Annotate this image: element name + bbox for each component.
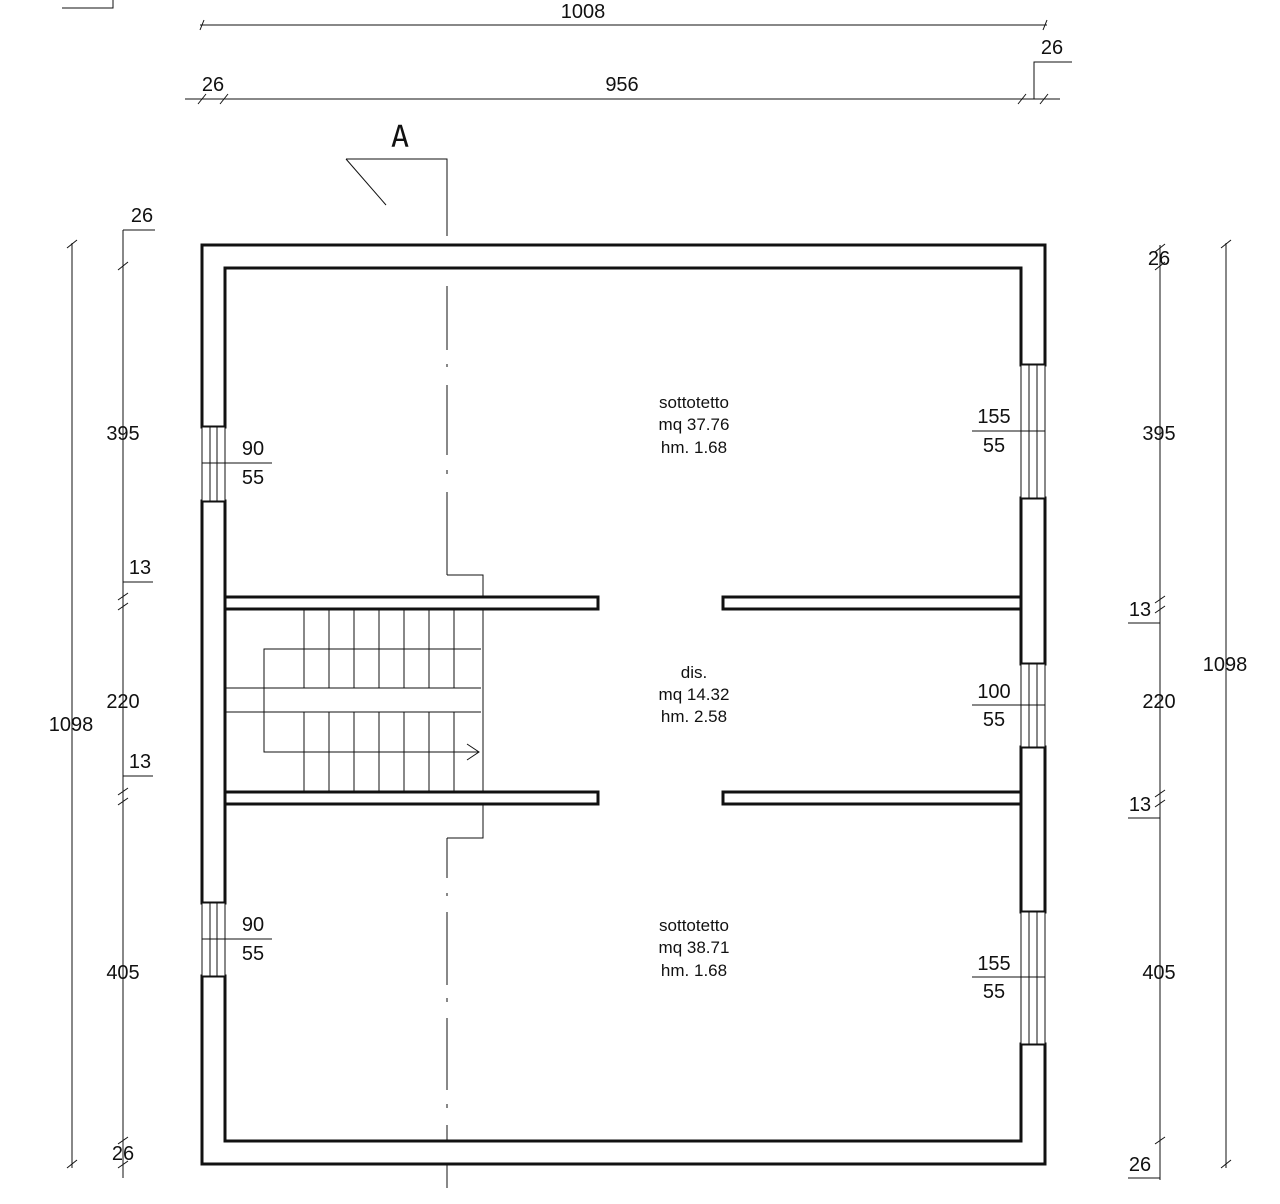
right-wall-pier-upper (1021, 498, 1045, 664)
window-right-lower-width: 155 (977, 953, 1011, 975)
top-left-wall-dimension: 26 (201, 74, 225, 96)
top-total-dimension: 1008 (560, 1, 606, 23)
room-height: hm. 1.68 (660, 438, 728, 457)
partition-upper-right (723, 597, 1021, 609)
left-wall-bottom-dimension: 26 (111, 1143, 135, 1165)
right-partition-upper-dimension: 13 (1128, 599, 1152, 621)
left-room-top-dimension: 395 (106, 423, 140, 445)
bottom-wall (202, 976, 1045, 1164)
room-label-upper (659, 393, 730, 457)
room-name: sottotetto (659, 393, 729, 412)
section-line-a (346, 159, 483, 1188)
staircase (225, 609, 481, 792)
top-inner-dimension: 956 (605, 74, 639, 96)
window-right-lower (1021, 912, 1045, 1044)
right-total-dimension: 1098 (1202, 654, 1248, 676)
right-wall-bottom-dimension: 26 (1128, 1154, 1152, 1176)
window-left-upper-sill: 55 (241, 467, 265, 489)
window-left-upper (202, 427, 225, 501)
left-room-bottom-dimension: 405 (106, 962, 140, 984)
partition-upper-left (225, 597, 598, 609)
partition-lower-left (225, 792, 598, 804)
section-a-label: A (390, 120, 410, 155)
left-corridor-dimension: 220 (106, 691, 140, 713)
right-room-bottom-dimension: 405 (1142, 962, 1176, 984)
right-corridor-dimension: 220 (1142, 691, 1176, 713)
room-area: mq 37.76 (658, 415, 730, 434)
right-partition-lower-dimension: 13 (1128, 794, 1152, 816)
right-wall-top-dimension: 26 (1147, 248, 1171, 270)
room-area: mq 14.32 (658, 685, 730, 704)
top-wall (202, 245, 1045, 427)
room-height: hm. 1.68 (660, 961, 728, 980)
window-left-lower-width: 90 (241, 914, 265, 936)
left-wall-top-dimension: 26 (130, 205, 154, 227)
window-right-lower-sill: 55 (982, 981, 1006, 1003)
partition-lower-right (723, 792, 1021, 804)
right-wall-pier-lower (1021, 747, 1045, 912)
room-area: mq 38.71 (658, 938, 730, 957)
window-right-upper-width: 155 (977, 406, 1011, 428)
left-partition-lower-dimension: 13 (128, 751, 152, 773)
window-right-middle-sill: 55 (982, 709, 1006, 731)
room-label-lower (659, 916, 730, 980)
left-total-dimension: 1098 (48, 714, 94, 736)
window-left-upper-width: 90 (241, 438, 265, 460)
room-label-corridor (659, 663, 730, 726)
window-left-lower-sill: 55 (241, 943, 265, 965)
room-name: sottotetto (659, 916, 729, 935)
right-room-top-dimension: 395 (1142, 423, 1176, 445)
stair-direction-arrow (264, 649, 481, 752)
room-height: hm. 2.58 (660, 707, 728, 726)
frame-corner (62, 0, 113, 8)
window-right-middle-width: 100 (977, 681, 1011, 703)
top-right-wall-dimension: 26 (1040, 37, 1064, 59)
left-wall-middle (202, 501, 225, 903)
room-name: dis. (680, 663, 708, 682)
window-right-upper-sill: 55 (982, 435, 1006, 457)
left-partition-upper-dimension: 13 (128, 557, 152, 579)
